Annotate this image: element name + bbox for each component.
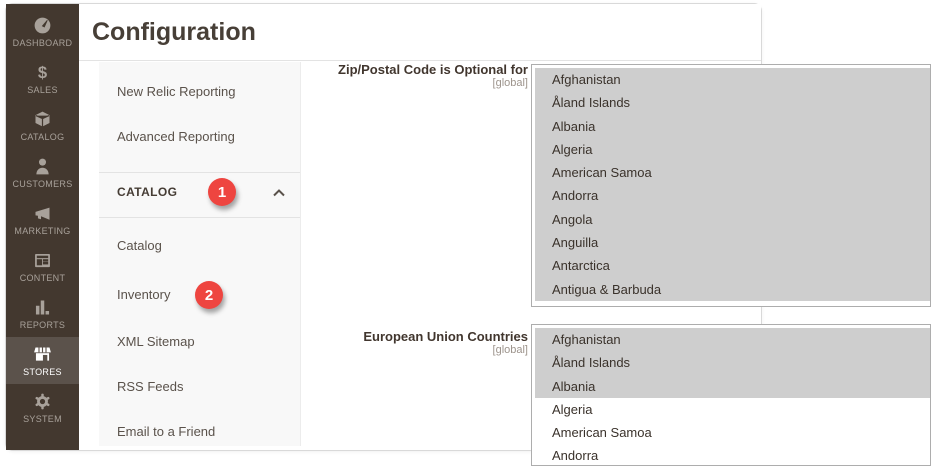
sidebar-item-label: MARKETING bbox=[14, 226, 71, 236]
subnav-section-catalog[interactable]: CATALOG bbox=[117, 185, 178, 199]
page-title: Configuration bbox=[92, 18, 256, 46]
annotation-step-badge-2: 2 bbox=[195, 281, 223, 309]
field-scope-badge: [global] bbox=[492, 344, 528, 356]
option[interactable]: Afghanistan bbox=[535, 328, 930, 351]
field-label-eu-countries bbox=[302, 329, 528, 357]
option[interactable]: Åland Islands bbox=[535, 91, 930, 114]
svg-text:$: $ bbox=[37, 63, 48, 83]
content-icon bbox=[32, 250, 53, 271]
sidebar-item-label: SYSTEM bbox=[23, 414, 62, 424]
option[interactable]: Angola bbox=[535, 208, 930, 231]
section-divider bbox=[99, 217, 300, 218]
subnav-item-new-relic-reporting[interactable]: New Relic Reporting bbox=[117, 84, 236, 99]
option[interactable]: Åland Islands bbox=[535, 351, 930, 374]
marketing-icon bbox=[32, 203, 53, 224]
sidebar-item-content[interactable] bbox=[6, 243, 79, 290]
subnav-item-rss-feeds[interactable]: RSS Feeds bbox=[117, 379, 184, 394]
subnav-item-xml-sitemap[interactable]: XML Sitemap bbox=[117, 334, 195, 349]
subnav-item-email-to-friend[interactable]: Email to a Friend bbox=[117, 424, 216, 439]
field-scope-badge: [global] bbox=[492, 77, 528, 89]
option[interactable]: Albania bbox=[535, 375, 930, 398]
option[interactable]: Andorra bbox=[535, 184, 930, 207]
field-label-text: Zip/Postal Code is Optional for bbox=[338, 62, 528, 77]
option[interactable]: Anguilla bbox=[535, 231, 930, 254]
sidebar-item-label: CONTENT bbox=[19, 273, 66, 283]
sales-icon bbox=[32, 62, 53, 83]
field-label-zip-postal-optional bbox=[302, 62, 528, 90]
app-window bbox=[5, 3, 762, 464]
sidebar-item-label: REPORTS bbox=[19, 320, 66, 330]
option[interactable]: American Samoa bbox=[552, 425, 652, 441]
sidebar-item-sales[interactable] bbox=[6, 55, 79, 102]
customers-icon bbox=[32, 156, 53, 177]
page-header bbox=[79, 4, 761, 61]
sidebar-item-label: CATALOG bbox=[20, 132, 65, 142]
sidebar-item-stores[interactable] bbox=[6, 337, 79, 384]
option[interactable]: Andorra bbox=[552, 448, 599, 464]
sidebar-item-label: CUSTOMERS bbox=[12, 179, 73, 189]
sidebar-item-catalog[interactable] bbox=[6, 102, 79, 149]
section-divider bbox=[99, 172, 300, 173]
eu-countries-multiselect[interactable] bbox=[531, 324, 931, 466]
sidebar-item-marketing[interactable] bbox=[6, 196, 79, 243]
config-subnav bbox=[99, 62, 301, 446]
sidebar-item-label: DASHBOARD bbox=[12, 38, 73, 48]
option[interactable]: American Samoa bbox=[535, 161, 930, 184]
sidebar-item-dashboard[interactable] bbox=[6, 8, 79, 55]
sidebar-item-label: STORES bbox=[23, 367, 62, 377]
system-icon bbox=[32, 391, 53, 412]
option[interactable]: Algeria bbox=[552, 401, 593, 417]
option[interactable]: Albania bbox=[535, 115, 930, 138]
chevron-up-icon[interactable] bbox=[272, 186, 286, 198]
dashboard-icon bbox=[32, 15, 53, 36]
subnav-item-catalog[interactable]: Catalog bbox=[117, 238, 162, 253]
sidebar-item-system[interactable] bbox=[6, 384, 79, 431]
sidebar-item-reports[interactable] bbox=[6, 290, 79, 337]
reports-icon bbox=[32, 297, 53, 318]
sidebar-item-label: SALES bbox=[27, 85, 58, 95]
zip-postal-optional-multiselect[interactable] bbox=[531, 64, 931, 307]
catalog-icon bbox=[32, 109, 53, 130]
sidebar-item-customers[interactable] bbox=[6, 149, 79, 196]
config-form bbox=[302, 62, 761, 464]
option[interactable]: Afghanistan bbox=[535, 68, 930, 91]
subnav-item-advanced-reporting[interactable]: Advanced Reporting bbox=[117, 129, 235, 144]
subnav-item-inventory[interactable]: Inventory bbox=[117, 287, 171, 302]
main-sidebar bbox=[6, 4, 79, 450]
field-label-text: European Union Countries bbox=[363, 329, 528, 344]
option[interactable]: Antigua & Barbuda bbox=[535, 278, 930, 301]
stores-icon bbox=[32, 344, 53, 365]
annotation-step-badge-1: 1 bbox=[208, 178, 236, 206]
option[interactable]: Antarctica bbox=[535, 254, 930, 277]
option[interactable]: Algeria bbox=[535, 138, 930, 161]
